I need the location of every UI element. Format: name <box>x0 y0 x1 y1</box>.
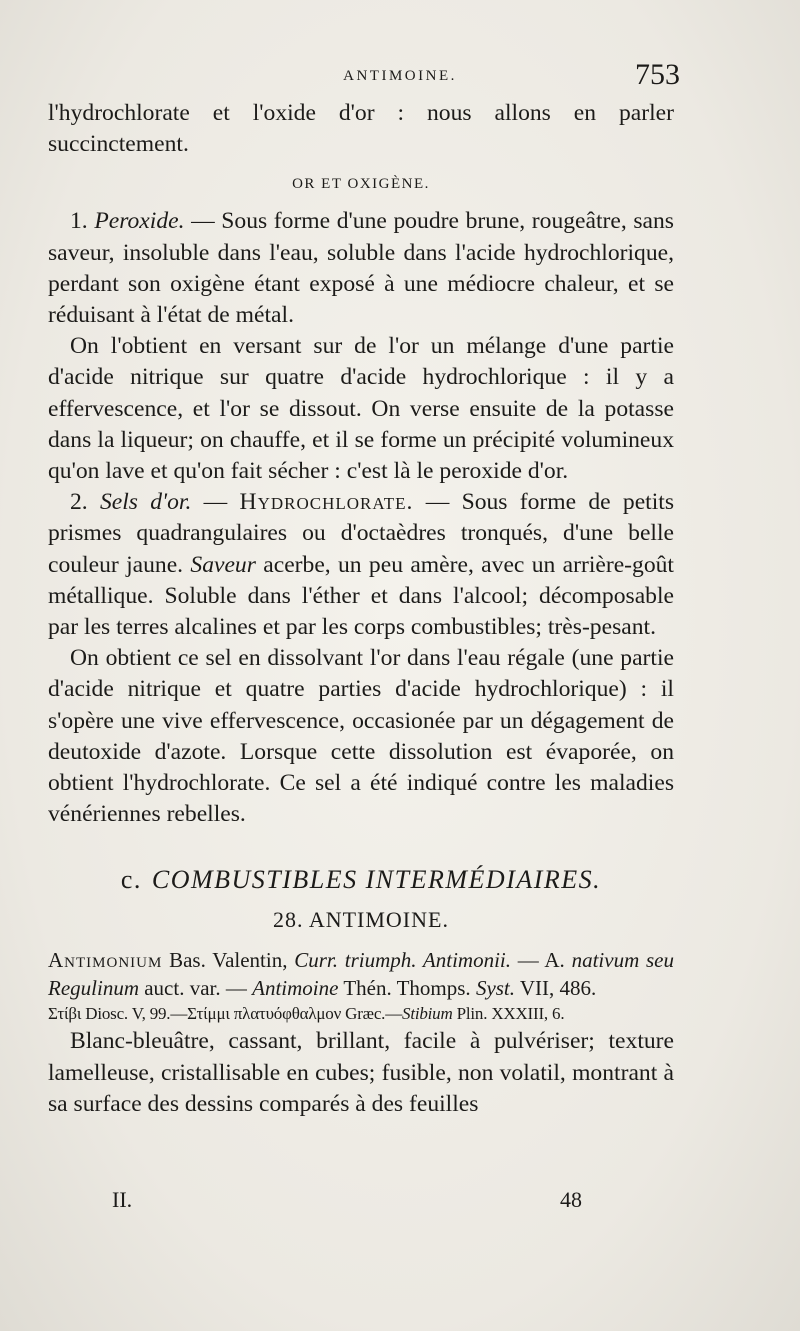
synonymy-text: auct. var. — <box>138 976 253 1001</box>
synonymy-text: Bas. Valentin, <box>162 948 295 973</box>
synonymy-italic: Syst. <box>475 976 516 1001</box>
paragraph-text: acerbe, un peu amère, avec un arrière-goût métallique. Soluble dans l'éther et dans l'alcool; décomposable par les terres alcalines et par les corps combustibles; très-pesant. <box>48 551 674 641</box>
small-caps-term: Antimonium <box>48 948 163 973</box>
greek-text: Στίβι Diosc. V, 99.—Στίμμι πλατυόφθαλμον Græc.— <box>48 1004 403 1024</box>
synonymy-italic: nativum seu Regulinum <box>48 948 674 1001</box>
volume-number: II. <box>112 1187 133 1212</box>
sub-heading-title: COMBUSTIBLES INTERMÉDIAIRES. <box>151 865 602 895</box>
dash: — <box>191 489 240 516</box>
signature-mark: 48 <box>560 1187 582 1212</box>
paragraph-continuation: l'hydrochlorate et l'oxide d'or : nous allons en parler succinctement. <box>48 100 674 158</box>
item-term: Peroxide. <box>94 208 185 235</box>
italic-term: Saveur <box>190 551 256 578</box>
synonymy-italic: Antimoine <box>252 976 339 1001</box>
sub-heading-letter: c. <box>120 865 142 895</box>
paragraph-gold-salts <box>48 487 674 643</box>
greek-synonymy <box>48 1002 674 1026</box>
synonymy-text: — A. <box>511 948 572 973</box>
page-number: 753 <box>635 58 680 91</box>
body-text <box>48 98 674 1120</box>
section-title: OR ET OXIGÈNE. <box>292 176 430 193</box>
synonymy <box>48 946 674 1002</box>
item-term: Sels d'or. <box>99 489 192 516</box>
small-caps-term: Hydrochlorate. <box>239 489 414 516</box>
greek-text: Plin. XXXIII, 6. <box>452 1004 565 1024</box>
synonymy-italic: Curr. triumph. Antimonii. <box>294 948 512 973</box>
paragraph-description: Blanc-bleuâtre, cassant, brillant, facile à pulvériser; texture lamelleuse, cristallisable en cubes; fusible, non volatil, montrant à sa surface des dessins comparés à des feuilles <box>48 1028 674 1117</box>
sub-heading <box>48 864 674 896</box>
paragraph-hydrochlorate-preparation: On obtient ce sel en dissolvant l'or dans l'eau régale (une partie d'acide nitrique et quatre parties d'acide hydrochlorique) : il s'opère une vive effervescence, occasionée par un dégagement de deutoxide d'azote. Lorsque cette dissolution est évaporée, on obtient l'hydrochlorate. Ce sel a été indiqué contre les maladies vénériennes rebelles. <box>48 645 674 828</box>
paragraph-text: — Sous forme d'une poudre brune, rougeâtre, sans saveur, insoluble dans l'eau, soluble dans l'acide hydrochlorique, perdant son oxigène étant exposé à une médiocre chaleur, et se réduisant à l'état de métal. <box>48 208 674 329</box>
item-number: 1. <box>70 208 88 235</box>
synonymy-text: Thén. Thomps. <box>338 976 476 1001</box>
item-number: 2. <box>70 489 88 516</box>
entry-heading: 28. ANTIMOINE. <box>273 907 449 933</box>
synonymy-text: VII, 486. <box>515 976 597 1001</box>
paragraph-preparation: On l'obtient en versant sur de l'or un mélange d'une partie d'acide nitrique sur quatre d'acide hydrochlorique : il y a effervescence, et l'or se dissout. On verse ensuite de la potasse dans la liqueur; on chauffe, et il se forme un précipité volumineux qu'on lave et qu'on fait sécher : c'est là le peroxide d'or. <box>48 333 674 485</box>
running-title: ANTIMOINE. <box>343 68 457 84</box>
greek-italic: Stibium <box>402 1004 453 1024</box>
paragraph-text: — Sous forme de petits prismes quadrangulaires ou d'octaèdres tronqués, d'une belle couleur jaune. <box>48 489 675 578</box>
paragraph-peroxide <box>48 206 674 331</box>
